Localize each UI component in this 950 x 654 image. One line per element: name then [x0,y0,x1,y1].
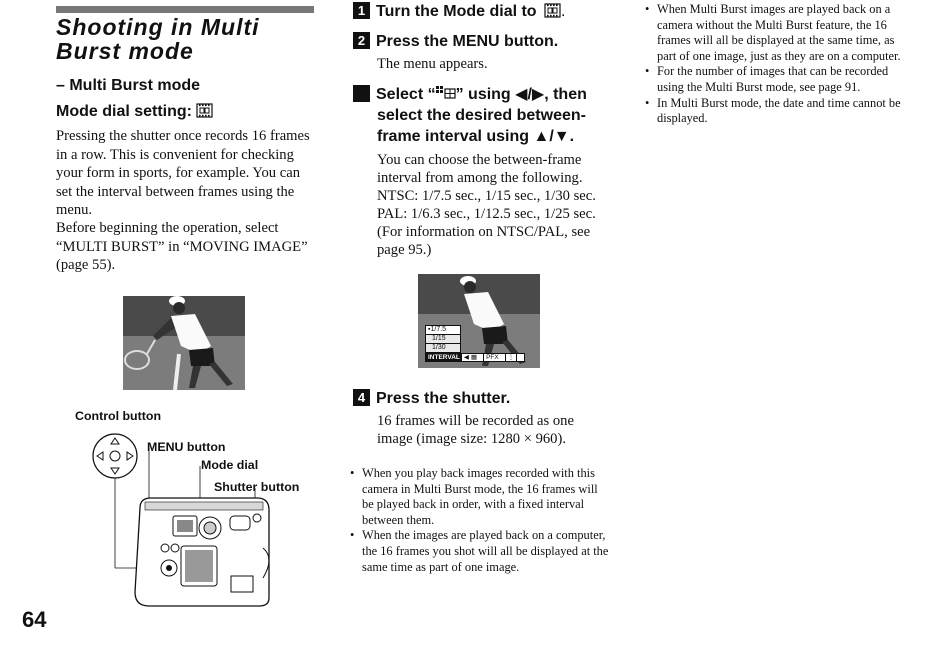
multi-burst-small-icon: ▦ [470,354,478,361]
step-2-number: 2 [353,32,370,49]
interval-option[interactable] [425,344,461,353]
before-paragraph: Before beginning the operation, select “MULTI BURST” in “MOVING IMAGE” (page 55). [56,220,308,273]
menu-bar [425,353,525,362]
multi-burst-menu-icon [436,86,456,99]
step-1: 1 Turn the Mode dial to . [353,1,565,22]
left-arrow-icon: ◀ [463,354,469,361]
mode-dial-heading [56,103,213,121]
interval-menu-label[interactable]: INTERVAL [428,354,460,361]
step-1-heading: Turn the Mode dial to [376,3,537,20]
page-title: Shooting in Multi Burst mode [56,14,260,64]
interval-menu-photo [418,274,540,368]
step-3-heading-a: Select “ [376,86,436,103]
subheading: – Multi Burst mode [56,77,201,94]
note-item: • In Multi Burst mode, the date and time cannot be displayed. [645,96,907,127]
camera-body [135,498,269,606]
interval-options [425,325,461,353]
note-item: • When you play back images recorded with this camera in Multi Burst mode, the 16 frames will be played back in order, with a fixed interval between them. [350,466,612,528]
step-3-body-line: PAL: 1/6.3 sec., 1/12.5 sec., 1/25 sec. [377,206,596,222]
step-4-number: 4 [353,389,370,406]
step-4 [353,388,510,409]
step-2-body: The menu appears. [377,56,488,72]
note-item: • For the number of images that can be recorded using the Multi Burst mode, see page 91. [645,64,907,95]
step-3-heading-b: ” using ◀/▶, then select the desired between-frame interval using ▲/▼. [377,86,587,145]
interval-option-label: 1/30 [432,344,446,351]
step-3-number: 3 [353,85,370,102]
interval-option-selected[interactable]: ▪1/7.5 [425,325,461,335]
step-1-number: 1 [353,2,370,19]
interval-option[interactable] [425,335,461,344]
step-4-body: 16 frames will be recorded as one image (image size: 1280 × 960). [377,413,574,447]
camera-illustration [85,428,275,608]
multi-burst-icon [196,103,213,118]
info-icon: ⋮ [505,353,518,362]
control-button-label: Control button [75,409,162,423]
note-item: • When Multi Burst images are played back on a camera without the Multi Burst feature, the 16 frames will all be displayed at the same time, as part of one image, just as they are on a computer. [645,2,907,64]
step-2 [353,31,558,52]
title-rule [56,6,314,13]
page-number: 64 [22,607,47,632]
step-2-heading: Press the MENU button. [376,33,559,50]
step-3-body-line: (For information on NTSC/PAL, see page 95.) [377,224,591,258]
menu-button-label: MENU button [147,440,226,454]
shutter-button-label: Shutter button [214,480,300,494]
pfx-menu-item[interactable]: PFX [483,354,499,361]
intro-paragraph: Pressing the shutter once records 16 frames in a row. This is convenient for checking your form in sports, for example. You can set the interval between frames using the menu. [56,128,310,218]
multi-burst-icon [544,3,561,18]
step-3-body [377,151,617,259]
step-3-body-line: You can choose the between-frame interval from among the following. [377,152,583,186]
step-3 [345,84,623,147]
control-button-icon [93,434,137,478]
step-3-body-line: NTSC: 1/7.5 sec., 1/15 sec., 1/30 sec. [377,188,596,204]
mode-dial-heading-text: Mode dial setting: [56,103,192,120]
notes-middle [350,466,612,575]
interval-option-label: 1/7.5 [430,326,447,333]
notes-right [645,2,907,127]
mode-dial-label: Mode dial [201,458,259,472]
tennis-photo [123,296,245,390]
step-4-heading: Press the shutter. [376,390,511,407]
note-item: • When the images are played back on a computer, the 16 frames you shot will all be displayed at the same time as part of one image. [350,528,612,575]
interval-option-label: 1/15 [432,335,446,342]
